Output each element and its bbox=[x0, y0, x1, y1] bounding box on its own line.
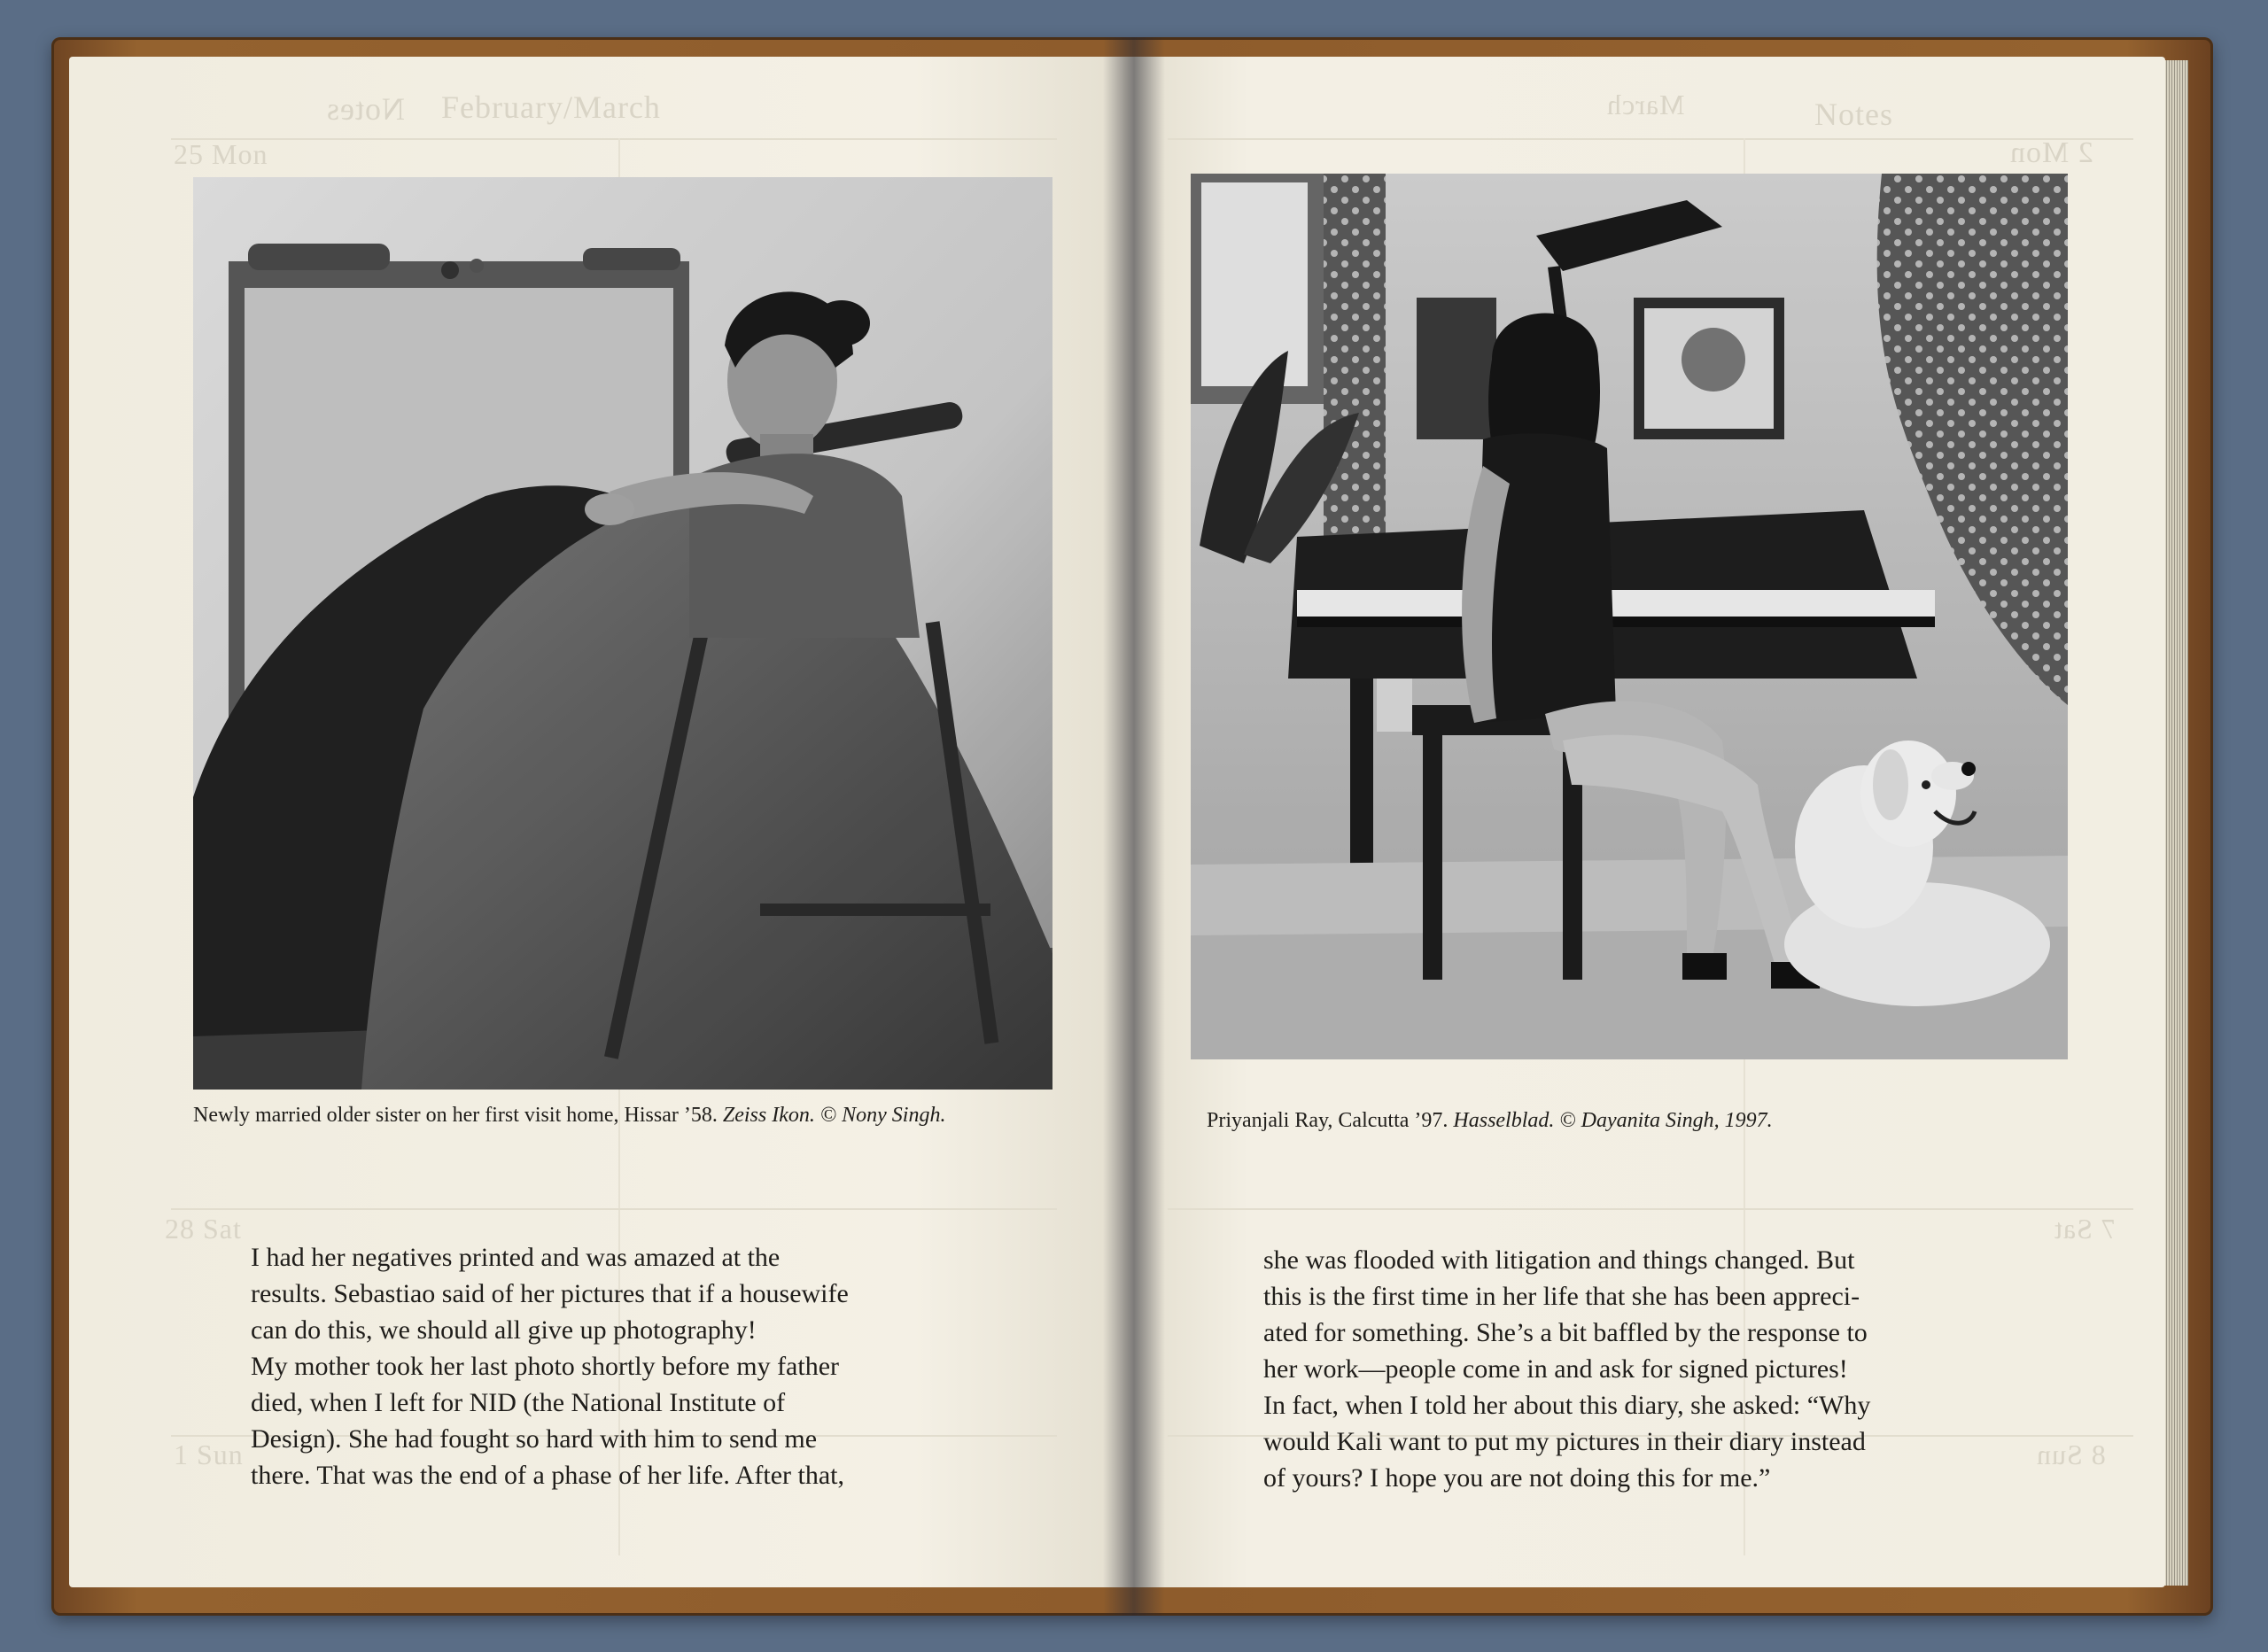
ghost-day: 2 Mon bbox=[2009, 136, 2093, 169]
ghost-header-month: March bbox=[1606, 89, 1685, 120]
ghost-rule bbox=[171, 138, 1057, 140]
text-line: of yours? I hope you are not doing this for me.” bbox=[1263, 1463, 1771, 1493]
ghost-rule bbox=[1168, 138, 2133, 140]
text-line: ated for something. She’s a bit baffled by the response to bbox=[1263, 1318, 1868, 1347]
caption-left-text: Newly married older sister on her first visit home, Hissar ’58. bbox=[193, 1104, 718, 1127]
text-line: there. That was the end of a phase of her life. After that, bbox=[251, 1461, 845, 1490]
right-body-text bbox=[1263, 1242, 1870, 1496]
text-line: results. Sebastiao said of her pictures that if a housewife bbox=[251, 1279, 849, 1308]
caption-right-camera: Hasselblad. bbox=[1453, 1109, 1555, 1132]
ghost-header-notes: Notes bbox=[1814, 97, 1893, 132]
text-line: My mother took her last photo shortly before my father bbox=[251, 1352, 840, 1381]
ghost-day: 25 Mon bbox=[174, 138, 268, 170]
page-edges bbox=[2162, 60, 2188, 1586]
ghost-day: 8 Sun bbox=[2036, 1439, 2106, 1470]
ghost-rule bbox=[171, 1208, 1057, 1210]
photo-sister bbox=[193, 177, 1052, 1090]
caption-left-credit: © Nony Singh. bbox=[819, 1104, 946, 1127]
text-line: would Kali want to put my pictures in their diary instead bbox=[1263, 1427, 1866, 1456]
photo-priyanjali-image bbox=[1191, 174, 2068, 1059]
text-line: this is the first time in her life that she has been appreci- bbox=[1263, 1282, 1860, 1311]
text-line: her work—people come in and ask for signed pictures! bbox=[1263, 1354, 1848, 1384]
caption-right bbox=[1207, 1109, 1773, 1133]
book-gutter bbox=[1103, 37, 1165, 1616]
text-line: I had her negatives printed and was amazed at the bbox=[251, 1243, 781, 1272]
ghost-day: 1 Sun bbox=[174, 1439, 244, 1470]
caption-right-text: Priyanjali Ray, Calcutta ’97. bbox=[1207, 1109, 1449, 1132]
ghost-day: 7 Sat bbox=[2054, 1213, 2116, 1245]
caption-right-credit: © Dayanita Singh, 1997. bbox=[1559, 1109, 1773, 1132]
ghost-header-month: February/March bbox=[441, 89, 661, 125]
left-body-text bbox=[251, 1239, 849, 1493]
caption-left bbox=[193, 1104, 945, 1128]
ghost-day: 28 Sat bbox=[165, 1213, 242, 1245]
right-page bbox=[1123, 57, 2165, 1587]
caption-left-camera: Zeiss Ikon. bbox=[722, 1104, 815, 1127]
text-line: In fact, when I told her about this diary, she asked: “Why bbox=[1263, 1391, 1871, 1420]
left-page bbox=[69, 57, 1125, 1587]
ghost-rule bbox=[1168, 1208, 2133, 1210]
text-line: Design). She had fought so hard with him to send me bbox=[251, 1424, 818, 1454]
text-line: can do this, we should all give up photography! bbox=[251, 1315, 757, 1345]
photo-sister-image bbox=[193, 177, 1052, 1090]
ghost-header-notes: Notes bbox=[326, 91, 405, 127]
text-line: she was flooded with litigation and things changed. But bbox=[1263, 1245, 1855, 1275]
photo-priyanjali bbox=[1191, 174, 2068, 1059]
text-line: died, when I left for NID (the National Institute of bbox=[251, 1388, 786, 1417]
